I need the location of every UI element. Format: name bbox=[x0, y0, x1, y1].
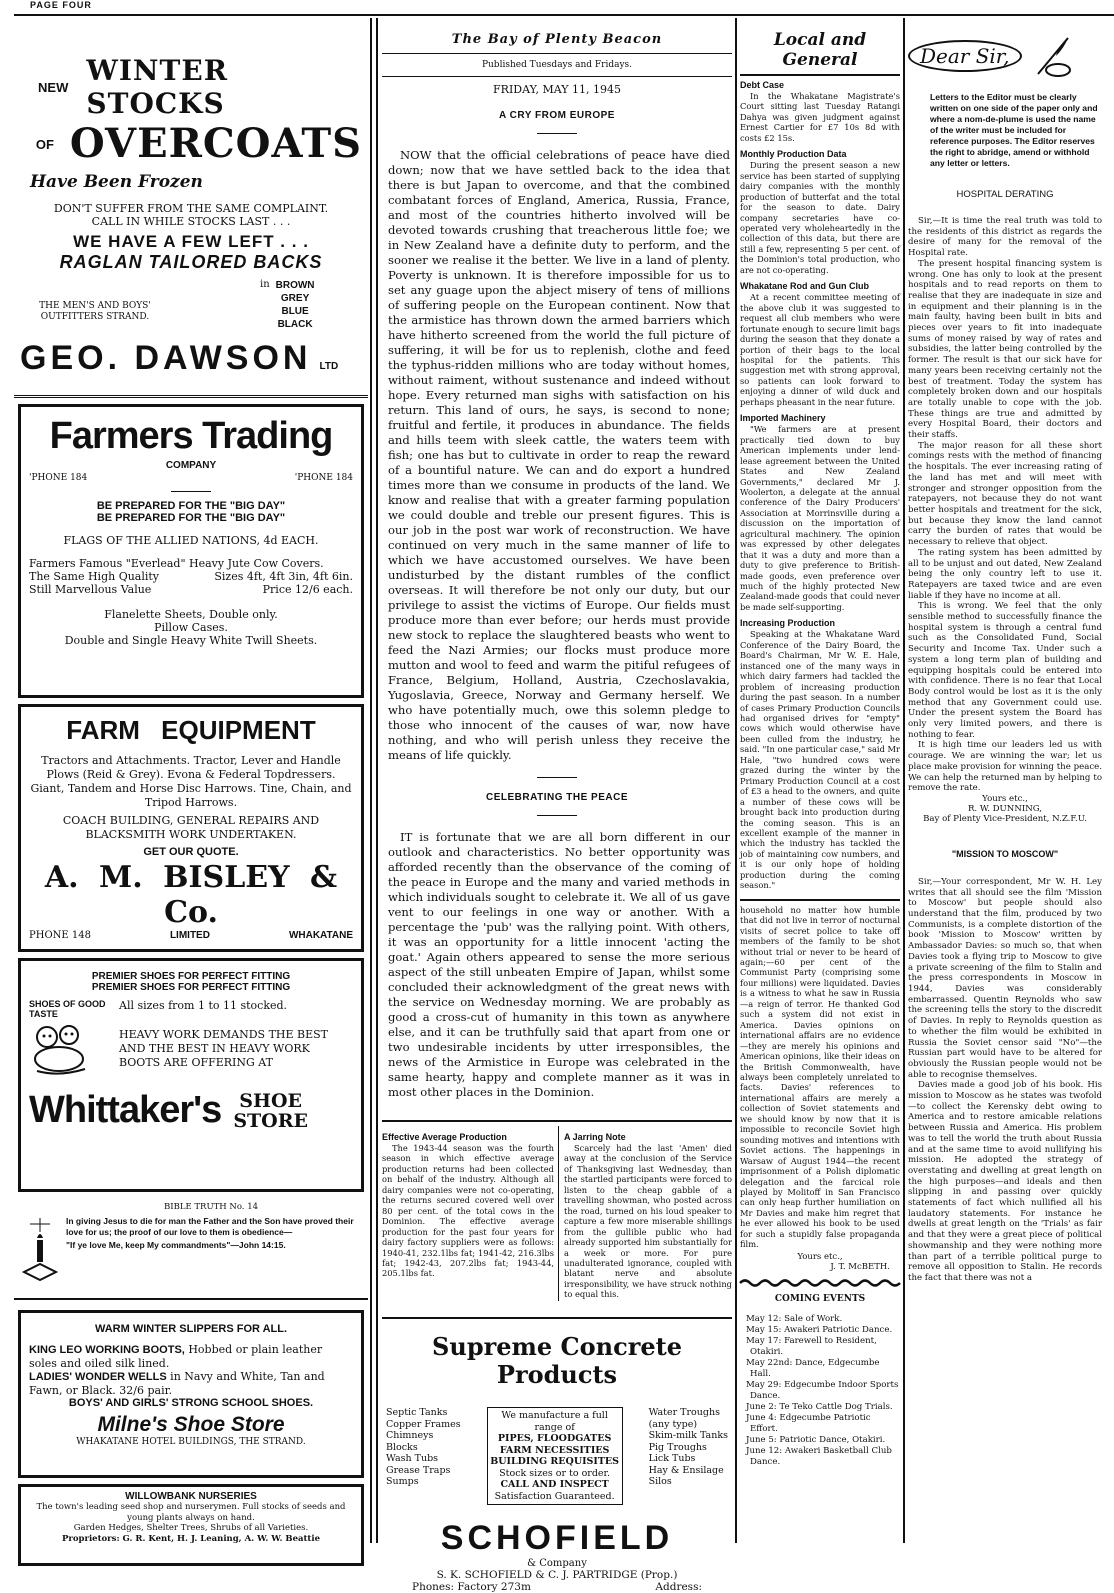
schofield-address: Address: bbox=[655, 1581, 702, 1593]
product-item: Lick Tubs bbox=[648, 1453, 696, 1464]
news-item-text: In the Whakatane Magistrate's Court sitting last Tuesday Ratangi Dahya was given judgment against Ernest Cartier for £7 10s 8d with costs £2 15s. bbox=[740, 91, 900, 143]
news-item-title: Whakatane Rod and Gun Club bbox=[740, 281, 870, 292]
headline-celebrating-peace: CELEBRATING THE PEACE bbox=[486, 792, 628, 803]
product-item: (any type) bbox=[648, 1418, 698, 1430]
premier-line-1: PREMIER SHOES FOR PERFECT FITTING bbox=[91, 971, 291, 982]
news-item-text: Speaking at the Whakatane Ward Conference of the Dairy Board, the Board's Chairman, Mr W. E. Hale, instanced one of the many ways in which dairy farmers had tackled the problem of increasing production during the past season. In a number of cases Primary Production Councils had organised drives for "empty" cows which would otherwise have been culled from the industry, he said. "In one particular case," said Mr Hale, "two hundred cows were grazed during the winter by the Primary Production Council at a cost of £3 a head to the owners, and quite a number of these cows will be brought back into production during the coming season. This is an excellent example of the manner in which the industry has tackled the job of maintaining cow numbers, and it is our only hope of holding production during the coming season." bbox=[740, 629, 900, 891]
in-label: in bbox=[260, 279, 270, 290]
mid-line: Stock sizes or to order. bbox=[499, 1467, 611, 1479]
jarring-note-text: Scarcely had the last 'Amen' died away at the conclusion of the Service of Thanksgiving last Wednesday, than the startled participants were forced to listen to the cheap gabble of a travelling showman, who posted across the road, turned on his loud speaker to capture a few more miserable shillings from the gullible public who had already supported him substantially for a week or more. For pure unadulterated ignorance, coupled with blatant nerve and absolute irresponsibility, we have struck nothing to equal this. bbox=[564, 1143, 732, 1300]
king-leo-text: Hobbed or plain leather soles and oiled silk lined. bbox=[29, 1343, 323, 1370]
milne-ad bbox=[18, 1310, 364, 1478]
hospital-derating-title: HOSPITAL DERATING bbox=[956, 189, 1054, 200]
sign1-title: Bay of Plenty Vice-President, N.Z.F.U. bbox=[923, 813, 1087, 824]
news-item bbox=[740, 149, 900, 275]
news-item-title: Imported Machinery bbox=[740, 413, 826, 424]
article-cry-from-europe: NOW that the official celebrations of peace have died down; now that we have settled back to the idea that there is but Japan to overcome, and that the combined combatant forces of England, America, Russia, France, and most of the countries hitherto involved will be devoted towards crushing that treacherous little foe; we in New Zealand have a definite duty to perform, and the sooner we realise it the better. We live in a land of plenty. Poverty is unknown. It is therefore impossible for us to set any guage upon the abject misery of tens of millions of suffering people on the European continent. Now that the armistice has thrown down the armed barriers which have hitherto screened from the world the full picture of suffering, it will be for us to replenish, clothe and feed the typhus-ridden millions who are today without homes, without raiment, without sustenance and indeed without hope. Every returned man sighs with satisfaction on his return. This land of ours, he says, is second to none; fruitful and fertile, it produces in abundance. The fields and hills teem with sleek cattle, the waters teem with fish; one has but to cultivate in order to reap the reward of a bountiful nature. We can and do export a hundred times more than we consume in products of the land. We know and realise that with a greater farming population we could double and treble our present figures. This is our job in the post war work of reconstruction. We have continued on very much in the same manner of life to which we have accustomed ourselves. We have been undisturbed by the distant rumbles of the conflict overseas. It will therefore be not only our duty, but our privilege to assist the victims of Europe. Our fields must produce more than ever before; our herds must provide new stock to replace the slaughtered beasts who went to feed the Nazi Armies; our flocks must produce more mutton and wool to feed and warm the pitiful refugees of France, Belgium, Holland, Austria, Czechoslavakia, Yugoslavia, Greece, Norway and Germany herself. We who have potentially much, owe this solemn pledge to those who innocent of the causes of war, now have nothing, and who will perish unless they receive the means of life quickly. bbox=[388, 148, 730, 762]
farmers-company: COMPANY bbox=[165, 460, 217, 471]
mid-line: PIPES, FLOODGATES bbox=[497, 1433, 612, 1444]
product-item: Pig Troughs bbox=[648, 1441, 707, 1453]
prepared-line-1: BE PREPARED FOR THE "BIG DAY" bbox=[96, 500, 286, 512]
flags-line: FLAGS OF THE ALLIED NATIONS, 4d EACH. bbox=[63, 534, 319, 547]
raglan-line: RAGLAN TAILORED BACKS bbox=[59, 252, 323, 272]
twill-line: Double and Single Heavy White Twill Sheets. bbox=[64, 634, 318, 647]
product-item: Skim-milk Tanks bbox=[648, 1430, 728, 1441]
willowbank-proprietors: Proprietors: G. R. Kent, H. J. Leaning, A. W. W. Beattie bbox=[61, 1533, 320, 1544]
shoes-of-taste: SHOES OF GOOD TASTE bbox=[29, 999, 106, 1019]
news-item-title: Increasing Production bbox=[740, 618, 836, 629]
product-item: Blocks bbox=[386, 1441, 418, 1453]
letter-paragraph: Davies made a good job of his book. His mission to Moscow as he states was twofold—to collect the Kerensky debt owing to America and to restore amicable relations between Russia and America. His problem was to tell the world the truth about Russia and at the same time to avoid nullifying his mission. He adopted the strategy of overstating and dwelling at great length on the high purposes—and ideals and then slipping in and passing over quickly statements of fact which nullified all his laudatory statements. For instance he dwells at great length on the 'Trials' as fair and that they were a great piece of political showmanship and they were nothing more than part of a terrible political purge to remove all opposition to Stalin. He records the fact that there was not a bbox=[908, 1080, 1102, 1283]
dear-sir-banner: Dear Sir, bbox=[908, 40, 1022, 72]
schofield-company: & Company bbox=[527, 1558, 587, 1569]
event-item: May 17: Farewell to Resident, Otakiri. bbox=[746, 1335, 877, 1357]
bisley-limited: LIMITED bbox=[169, 930, 210, 941]
local-general-column bbox=[740, 18, 900, 1543]
event-item: May 15: Awakeri Patriotic Dance. bbox=[746, 1324, 893, 1335]
letter-paragraph: The present hospital financing system is wrong. One has only to look at the present hospitals and to read reports on them to realise that they are inadequate in size and in equipment and their planning is in the main faulty, having been built in bits and pieces over years to fit into inadequate sums of money raised by way of rates and subsidies, the latter being controlled by the former. The result is that our sick have for many years been receiving certainly not the best of treatment. Today the system has completely broken down and our hospitals are totally unable to cope with the job. These things are true and admitted by every Hospital Board, their doctors and their staffs. bbox=[908, 258, 1102, 441]
value-left: Still Marvellous Value bbox=[29, 583, 152, 596]
headline-cry-from-europe: A CRY FROM EUROPE bbox=[499, 110, 615, 121]
farm-equipment-title: FARM EQUIPMENT bbox=[66, 715, 316, 745]
product-item: Hay & Ensilage bbox=[648, 1464, 724, 1476]
new-label: NEW bbox=[38, 79, 69, 95]
bisley-ad bbox=[18, 704, 364, 952]
colour-brown: BROWN bbox=[275, 280, 315, 291]
product-item: Grease Traps bbox=[386, 1464, 451, 1476]
willowbank-ad bbox=[18, 1484, 364, 1566]
schofield-ad bbox=[382, 1317, 732, 1593]
letter-yours: Yours etc., bbox=[797, 1251, 843, 1262]
issue-date: FRIDAY, MAY 11, 1945 bbox=[493, 83, 621, 96]
prepared-line-2: BE PREPARED FOR THE "BIG DAY" bbox=[96, 512, 286, 524]
willowbank-title: WILLOWBANK NURSERIES bbox=[125, 1491, 257, 1502]
slippers-title: WARM WINTER SLIPPERS FOR ALL. bbox=[94, 1323, 288, 1335]
quill-inkpot-icon bbox=[1028, 34, 1078, 78]
letters-intro: Letters to the Editor must be clearly written on one side of the paper only and where a nom-de-plume is used the name of the writer must be included for reference purposes. The Editor reserves the right to abridge, amend or withhold any letter or letters. bbox=[930, 92, 1098, 168]
effective-production-item bbox=[382, 1126, 559, 1301]
schofield-right-list bbox=[649, 1407, 728, 1505]
premier-line-2: PREMIER SHOES FOR PERFECT FITTING bbox=[91, 982, 291, 993]
editorial-column bbox=[382, 18, 732, 1593]
schofield-mid bbox=[487, 1407, 623, 1505]
bible-title: BIBLE TRUTH No. 14 bbox=[163, 1202, 259, 1212]
event-item: June 12: Awakeri Basketball Club Dance. bbox=[746, 1445, 892, 1467]
page-label: PAGE FOUR bbox=[30, 0, 92, 10]
product-item: Septic Tanks bbox=[386, 1407, 448, 1418]
event-item: May 29: Edgecumbe Indoor Sports Dance. bbox=[746, 1379, 899, 1401]
dept-text: THE MEN'S AND BOYS' OUTFITTERS STRAND. bbox=[39, 301, 151, 322]
news-item bbox=[740, 80, 900, 143]
candle-book-icon bbox=[20, 1216, 60, 1286]
mid-line: FARM NECESSITIES bbox=[499, 1444, 610, 1456]
equipment-text: Tractors and Attachments. Tractor, Lever and Handle Plows (Reid & Grey). Evona & Federal Topdressers. Giant, Tandem and Horse Disc Harrows. Tine, Chain, and Tripod Harrows. bbox=[30, 754, 352, 809]
bisley-phone: PHONE 148 bbox=[29, 930, 91, 941]
colour-grey: GREY bbox=[280, 293, 310, 304]
dawson-name: GEO. DAWSON bbox=[20, 339, 312, 377]
complaint-line: DON'T SUFFER FROM THE SAME COMPLAINT. bbox=[53, 202, 329, 215]
shoe-word: SHOE bbox=[239, 1089, 303, 1112]
mid-line: Satisfaction Guaranteed. bbox=[494, 1490, 615, 1502]
bisley-name: A. M. BISLEY & Co. bbox=[44, 860, 338, 930]
news-item bbox=[740, 413, 900, 612]
few-left-line: WE HAVE A FEW LEFT . . . bbox=[73, 232, 309, 251]
product-item: Copper Frames bbox=[386, 1418, 461, 1430]
schofield-left-list bbox=[386, 1407, 461, 1505]
value-right: Price 12/6 each. bbox=[262, 583, 353, 596]
product-item: Chimneys bbox=[386, 1430, 434, 1441]
letter-paragraph: Sir,—Your correspondent, Mr W. H. Ley writes that all should see the film 'Mission to Moscow' but people should also understand that the film, produced by two Communists, is a complete distortion of the book 'Mission to Moscow' written by Ambassador Davies: so much so, that when Davies took a flying trip to Moscow to give a private screening of the film to Stalin and the press correspondents in Moscow in 1944, Davies was considerably embarrassed. Quentin Reynolds who saw the screening tells the story to the discredit of Davies. In reply to Reynolds question as to whether the film would be exhibited in Russia the Soviet censor said "No"—the Russian part would have to be altered for obviously the Russian people would not be able to recognise themselves. bbox=[908, 876, 1102, 1080]
overcoats-ad bbox=[14, 54, 368, 389]
mid-line: CALL AND INSPECT bbox=[500, 1479, 609, 1490]
quality-right: Sizes 4ft, 4ft 3in, 4ft 6in. bbox=[214, 570, 353, 583]
call-line: CALL IN WHILE STOCKS LAST . . . bbox=[91, 215, 291, 228]
news-item-text: At a recent committee meeting of the above club it was suggested to request all club members who were fortunate enough to secure limit bags during the season that they donate a portion of their bags to the local hospital for the patients. This suggestion met with strong approval, so patients can look forward to enjoying a dinner of wild duck and perhaps pheasant in the near future. bbox=[740, 292, 900, 407]
pillow-line: Pillow Cases. bbox=[154, 621, 228, 634]
boys-line: BOYS' AND GIRLS' STRONG SCHOOL SHOES. bbox=[68, 1397, 314, 1409]
letter-mission-to-moscow bbox=[908, 877, 1102, 1284]
colour-black: BLACK bbox=[277, 319, 313, 330]
coming-events-list bbox=[740, 1314, 900, 1468]
product-item: Silos bbox=[648, 1476, 672, 1487]
letter-paragraph: This is wrong. We feel that the only sensible method to successfully finance the hospital system is through a central fund such as the Consolidated Fund, Social Security and Income Tax. Under such a system a long term plan of building and equipping hospitals could be entered into with confidence. There is no fear that Local Body control would be lost as it is the only method that any Government could use. Under the present system the Board has only very limited powers, and there is nothing to fear. bbox=[908, 601, 1102, 740]
coming-events-title: COMING EVENTS bbox=[774, 1293, 866, 1304]
whittaker-ad bbox=[18, 958, 364, 1192]
mission-to-moscow-title: "MISSION TO MOSCOW" bbox=[951, 848, 1059, 859]
letter-paragraph: The rating system has been admitted by all to be unjust and out dated, New Zealand being the only country left to use it. Ratepayers are taxed twice and are even liable if they have no income at all. bbox=[908, 547, 1102, 601]
event-item: May 12: Sale of Work. bbox=[746, 1313, 843, 1324]
news-item bbox=[740, 618, 900, 890]
sizes-line: All sizes from 1 to 11 stocked. bbox=[119, 999, 288, 1012]
store-word: STORE bbox=[233, 1109, 308, 1132]
letter-paragraph: It is high time our leaders led us with courage. We are winning the war; let us place make provision for winning the peace. We can help the returned man by helping to remove the rate. bbox=[908, 740, 1102, 794]
coach-text: COACH BUILDING, GENERAL REPAIRS AND BLACKSMITH WORK UNDERTAKEN. bbox=[62, 814, 320, 841]
news-item-title: Debt Case bbox=[740, 80, 785, 90]
product-item: Wash Tubs bbox=[386, 1453, 439, 1464]
sign1-name: R. W. DUNNING, bbox=[967, 803, 1043, 814]
news-item-text: During the present season a new service has been started of supplying dairy companies with the monthly production of butterfat and the total for the season to date. Dairy company secretaries have co-operated very wholeheartedly in the collection of this data, but there are still a few, representing 5 per cent. of the Dominion's total production, who are not co-operating. bbox=[740, 160, 900, 275]
quote-line: GET OUR QUOTE. bbox=[143, 846, 239, 858]
willowbank-hedges: Garden Hedges, Shelter Trees, Shrubs of all Varieties. bbox=[73, 1523, 309, 1533]
article-celebrating-peace: IT is fortunate that we are all born different in our outlook and characteristics. No better opportunity was afforded recently than the observance of the coming of the peace in Europe and the many and varied methods in which individuals sought to celebrate it. We all of us gave vent to our feelings in one way or another. With a percentage the 'pub' was the rallying point. With others, it was an opportunity for a little innocent 'acting the goat.' Again others appeared to sense the more serious aspect of the still unbeaten Empire of Japan, whilst some concluded their acknowledgment of the great news with the service on Wednesday morning. We are probably as good a cross-cut of humanity in this town as anywhere else, and it can be truthfully said that apart from one or two undesirable incidents by utter irresponsibles, the news of the Armistice in Europe was celebrated in the same hearty, happy and complete manner as it was in most other places in the Dominion. bbox=[388, 830, 730, 1099]
published-line: Published Tuesdays and Fridays. bbox=[481, 60, 633, 70]
mid-line: BUILDING REQUISITES bbox=[490, 1456, 620, 1467]
bible-quote: "If ye love Me, keep My commandments"—John 14:15. bbox=[66, 1240, 286, 1250]
covers-line: Farmers Famous "Everlead" Heavy Jute Cow Covers. bbox=[29, 557, 324, 570]
local-general-header: Local and General bbox=[773, 30, 867, 70]
news-item bbox=[740, 281, 900, 407]
product-item: Sumps bbox=[386, 1476, 419, 1487]
colour-blue: BLUE bbox=[281, 306, 309, 317]
ladies-text: in Navy and White, Tan and Fawn, or Black. 32/6 pair. bbox=[29, 1370, 325, 1397]
letter-signature: J. T. McBETH. bbox=[830, 1261, 890, 1272]
of-label: OF bbox=[35, 136, 54, 152]
schofield-phones: Phones: Factory 273m bbox=[412, 1581, 531, 1593]
sign1-yours: Yours etc., bbox=[982, 793, 1028, 804]
king-leo-label: KING LEO WORKING BOOTS, bbox=[29, 1344, 185, 1356]
letter-continuation: household no matter how humble that did not live in terror of nocturnal visits of secret police to take off members of the family to be shot without trial or never to be heard of again;—60 per cent of the Communist Party (comprising some four millions) were liquidated. Davies is a witness to what he saw in Russia—a reign of terror. He thanked God such a system did not exist in America. Davies opinions on international affairs are no evidence—they are merely his opinions and American opinions, like their ideas on the British Commonwealth, have always been completely unrelated to facts. Davies' references to international affairs are merely a collection of Soviet statements and we should know by now that it is impossible to reconcile Soviet high sounding motives and intentions with Soviet actions. The happenings in Warsaw of August 1944—the recent imprisonment of a Polish diplomatic delegation and the farcical role played by Molitoff in San Francisco can only heap further humiliation on Mr Davies and make him regret that he ever allowed his book to be used for such a stupidly false propaganda film. bbox=[740, 904, 900, 1250]
news-item-title: Monthly Production Data bbox=[740, 149, 847, 160]
letter-paragraph: The major reason for all these short comings rests with the method of financing the hospitals. The ever increasing rating of the land has met and will meet with stronger and stronger opposition from the ratepayers, not because they do not want better hospitals and treatment for the sick, but because they know the land cannot carry the burden of rates that would be necessary to relieve that object. bbox=[908, 440, 1102, 548]
winter-stocks-headline: WINTER STOCKS bbox=[86, 54, 228, 120]
event-item: June 2: Te Teko Cattle Dog Trials. bbox=[746, 1401, 893, 1412]
schofield-title-1: Supreme Concrete bbox=[432, 1332, 682, 1361]
effective-production-title: Effective Average Production bbox=[382, 1132, 507, 1142]
ladies-label: LADIES' WONDER WELLS bbox=[29, 1371, 167, 1383]
letter-hospital-derating bbox=[908, 216, 1102, 794]
wavy-divider bbox=[740, 1278, 900, 1288]
mid-line: We manufacture a full range of bbox=[501, 1410, 608, 1433]
farmers-title: Farmers Trading bbox=[49, 415, 333, 457]
flanelette-line: Flanelette Sheets, Double only. bbox=[104, 608, 278, 621]
news-item-text: "We farmers are at present practically tied down to buy American implements under lend-lease agreement between the United States and New Zealand Governments," declared Mr J. Woolerton, a delegate at the annual conference of the Dairy Producers' Association at Morrinsville during a discussion on the importation of agricultural machinery. The opinion was expressed by other delegates that it was a duty and more than a duty to give preference to British-made goods, even preference over much of the highly protected New Zealand-made goods that could never be made self-supporting. bbox=[740, 424, 900, 612]
event-item: May 22nd: Dance, Edgecumbe Hall. bbox=[746, 1357, 880, 1379]
milne-name: Milne's Shoe Store bbox=[97, 1413, 285, 1436]
phone-left: 'PHONE 184 bbox=[29, 473, 88, 483]
frozen-line: Have Been Frozen bbox=[30, 172, 203, 192]
heavy-work-text: HEAVY WORK DEMANDS THE BEST AND THE BEST IN HEAVY WORK BOOTS ARE OFFERING AT bbox=[119, 1028, 329, 1069]
quality-left: The Same High Quality bbox=[29, 570, 160, 583]
schofield-title-2: Products bbox=[496, 1360, 618, 1389]
phone-right: 'PHONE 184 bbox=[294, 473, 353, 483]
letter-paragraph: Sir,—It is time the real truth was told to the residents of this district as regards the desire of many for the removal of the Hospital rate. bbox=[908, 216, 1102, 259]
schofield-partners: S. K. SCHOFIELD & C. J. PARTRIDGE (Prop.) bbox=[436, 1569, 678, 1581]
milne-address: WHAKATANE HOTEL BUILDINGS, THE STRAND. bbox=[76, 1437, 306, 1447]
willowbank-text: The town's leading seed shop and nurserymen. Full stocks of seeds and young plants always on hand. bbox=[36, 1502, 346, 1523]
dawson-ltd: LTD bbox=[319, 361, 339, 372]
jarring-note-item bbox=[559, 1126, 732, 1301]
product-item: Water Troughs bbox=[648, 1407, 720, 1418]
jarring-note-title: A Jarring Note bbox=[564, 1132, 626, 1142]
dog-shoe-icon bbox=[29, 1019, 105, 1079]
effective-production-text: The 1943-44 season was the fourth season in which effective average production returns had been collected on behalf of the industry. Although all dairy companies were not co-operating, the returns secured covered well over 80 per cent. of the total cows in the Dominion. The effective average production for the past four years for dairy factory suppliers were as follows: 1940-41, 232.1lbs fat; 1941-42, 216.3lbs fat; 1942-43, 207.2lbs fat; 1943-44, 205.1lbs fat. bbox=[382, 1143, 554, 1279]
masthead: The Bay of Plenty Beacon bbox=[451, 32, 663, 47]
whittaker-name: Whittaker's bbox=[29, 1089, 222, 1131]
farmers-trading-ad bbox=[18, 404, 364, 698]
event-item: June 5: Patriotic Dance, Otakiri. bbox=[746, 1434, 886, 1445]
bisley-town: WHAKATANE bbox=[288, 930, 353, 941]
bible-truth bbox=[14, 1198, 368, 1300]
schofield-name: SCHOFIELD bbox=[440, 1519, 674, 1557]
overcoats-headline: OVERCOATS bbox=[69, 120, 362, 167]
bible-text: In giving Jesus to die for man the Father and the Son have proved their love for us; the proof of our love to them is obedience— bbox=[66, 1216, 354, 1237]
event-item: June 4: Edgecumbe Patriotic Effort. bbox=[746, 1412, 871, 1434]
ads-column bbox=[14, 18, 368, 1543]
letters-column bbox=[908, 18, 1102, 1543]
